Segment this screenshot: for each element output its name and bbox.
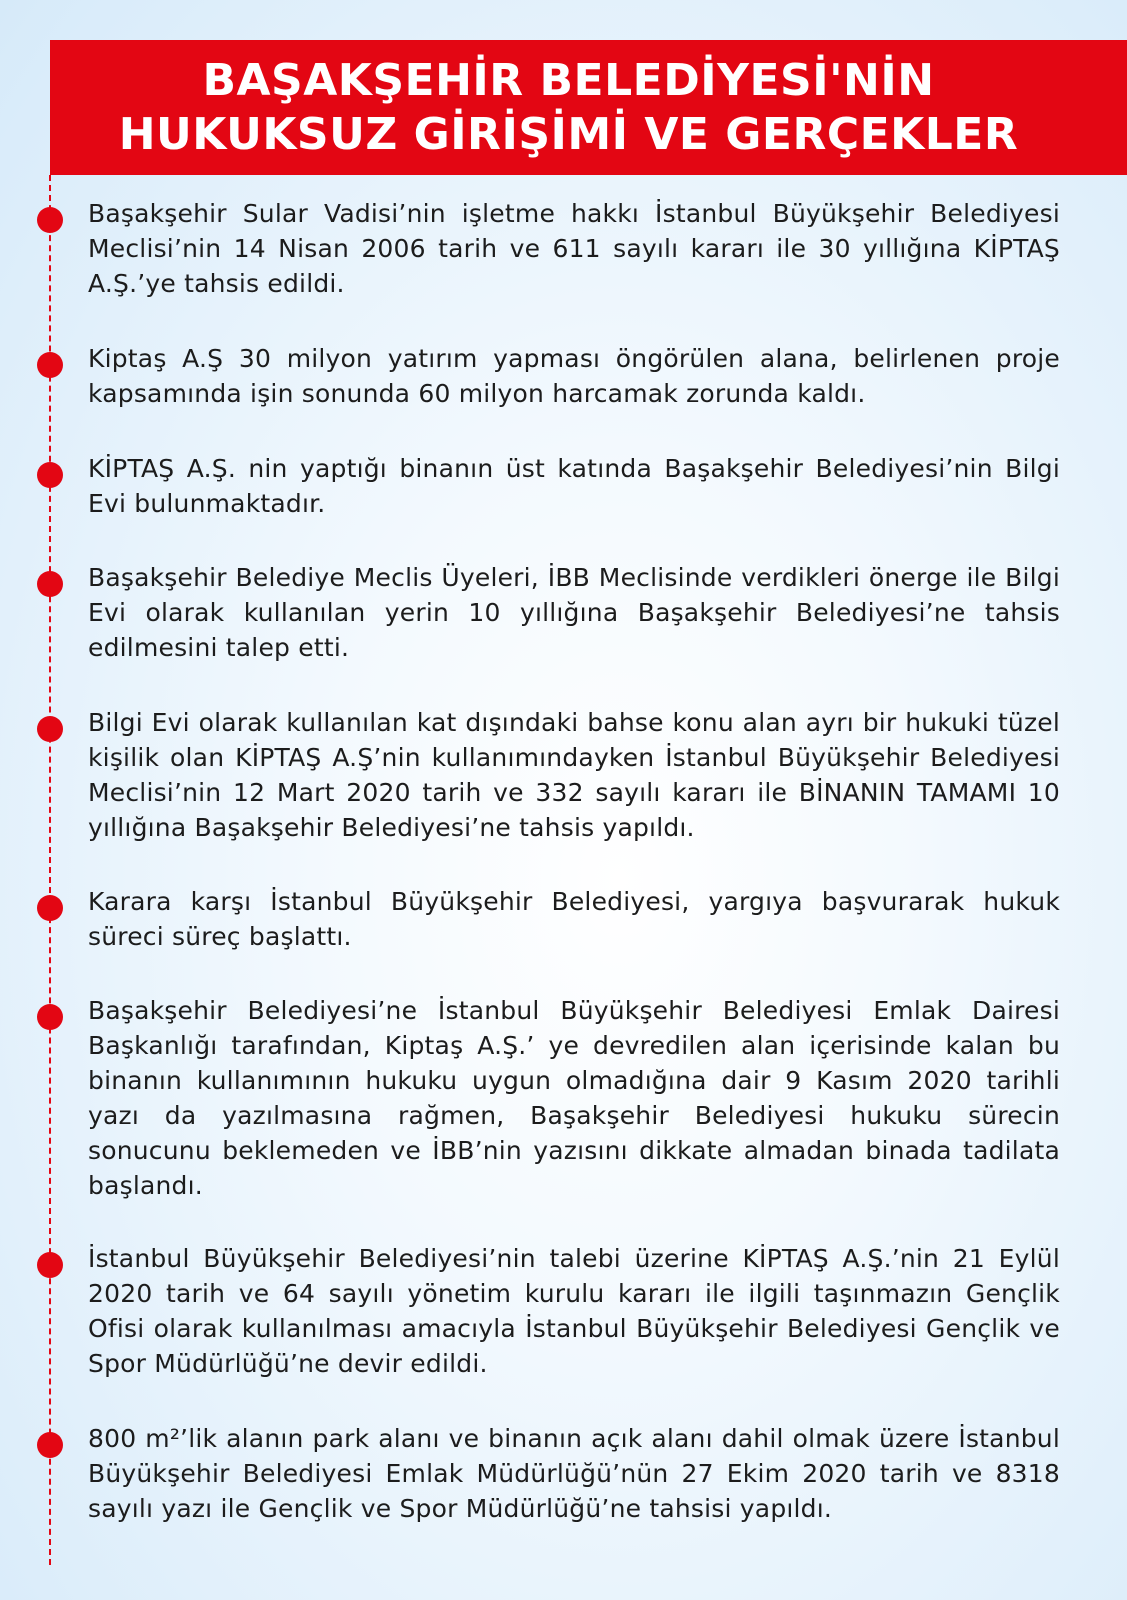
timeline-item-text: KİPTAŞ A.Ş. nin yaptığı binanın üst katında Başakşehir Belediyesi’nin Bilgi Evi bulunmaktadır. bbox=[88, 454, 1060, 518]
title-line-2: HUKUKSUZ GİRİŞİMİ VE GERÇEKLER bbox=[118, 108, 1019, 160]
bullet-dot-icon bbox=[37, 716, 63, 742]
timeline-item-text: Bilgi Evi olarak kullanılan kat dışındaki bahse konu alan ayrı bir hukuki tüzel kişilik olan KİPTAŞ A.Ş’nin kullanımındayken İstanbul Büyükşehir Belediyesi Meclisi’nin 12 Mart 2020 tarih ve 332 sayılı kararı ile BİNANIN TAMAMI 10 yıllığına Başakşehir Belediyesi’ne tahsis yapıldı. bbox=[88, 708, 1060, 842]
timeline-item-text: Başakşehir Belediye Meclis Üyeleri, İBB Meclisinde verdikleri önerge ile Bilgi Evi olarak kullanılan yerin 10 yıllığına Başakşehir Belediyesi’ne tahsis edilmesini talep etti. bbox=[88, 563, 1060, 662]
timeline-item-text: Kiptaş A.Ş 30 milyon yatırım yapması öngörülen alana, belirlenen proje kapsamında işin sonunda 60 milyon harcamak zorunda kaldı. bbox=[88, 344, 1060, 408]
timeline-item-text: Karara karşı İstanbul Büyükşehir Belediyesi, yargıya başvurarak hukuk süreci süreç başlattı. bbox=[88, 887, 1060, 951]
timeline-item-text: İstanbul Büyükşehir Belediyesi’nin talebi üzerine KİPTAŞ A.Ş.’nin 21 Eylül 2020 tarih ve 64 sayılı yönetim kurulu kararı ile ilgili taşınmazın Gençlik Ofisi olarak kullanılması amacıyla İstanbul Büyükşehir Belediyesi Gençlik ve Spor Müdürlüğü’ne devir edildi. bbox=[88, 1244, 1060, 1378]
title-banner bbox=[50, 40, 1127, 175]
bullet-dot-icon bbox=[37, 352, 63, 378]
timeline-item-text: 800 m²’lik alanın park alanı ve binanın açık alanı dahil olmak üzere İstanbul Büyükşehir Belediyesi Emlak Müdürlüğü’nün 27 Ekim 2020 tarih ve 8318 sayılı yazı ile Gençlik ve Spor Müdürlüğü’ne tahsisi yapıldı. bbox=[88, 1424, 1060, 1523]
bullet-dot-icon bbox=[37, 462, 63, 488]
bullet-dot-icon bbox=[37, 207, 63, 233]
timeline-item-text: Başakşehir Sular Vadisi’nin işletme hakkı İstanbul Büyükşehir Belediyesi Meclisi’nin 14 Nisan 2006 tarih ve 611 sayılı kararı ile 30 yıllığına KİPTAŞ A.Ş.’ye tahsis edildi. bbox=[88, 199, 1060, 298]
timeline-dashed-line bbox=[49, 175, 51, 1565]
bullet-dot-icon bbox=[37, 1004, 63, 1030]
bullet-dot-icon bbox=[37, 571, 63, 597]
timeline-item-text: Başakşehir Belediyesi’ne İstanbul Büyükşehir Belediyesi Emlak Dairesi Başkanlığı tarafından, Kiptaş A.Ş.’ ye devredilen alan içerisinde kalan bu binanın kullanımının hukuku uygun olmadığına dair 9 Kasım 2020 tarihli yazı da yazılmasına rağmen, Başakşehir Belediyesi hukuku sürecin sonucunu beklemeden ve İBB’nin yazısını dikkate almadan binada tadilata başlandı. bbox=[88, 996, 1060, 1200]
bullet-dot-icon bbox=[37, 1252, 63, 1278]
title-line-1: BAŞAKŞEHİR BELEDİYESİ'NİN bbox=[202, 54, 935, 106]
bullet-dot-icon bbox=[37, 895, 63, 921]
bullet-dot-icon bbox=[37, 1432, 63, 1458]
